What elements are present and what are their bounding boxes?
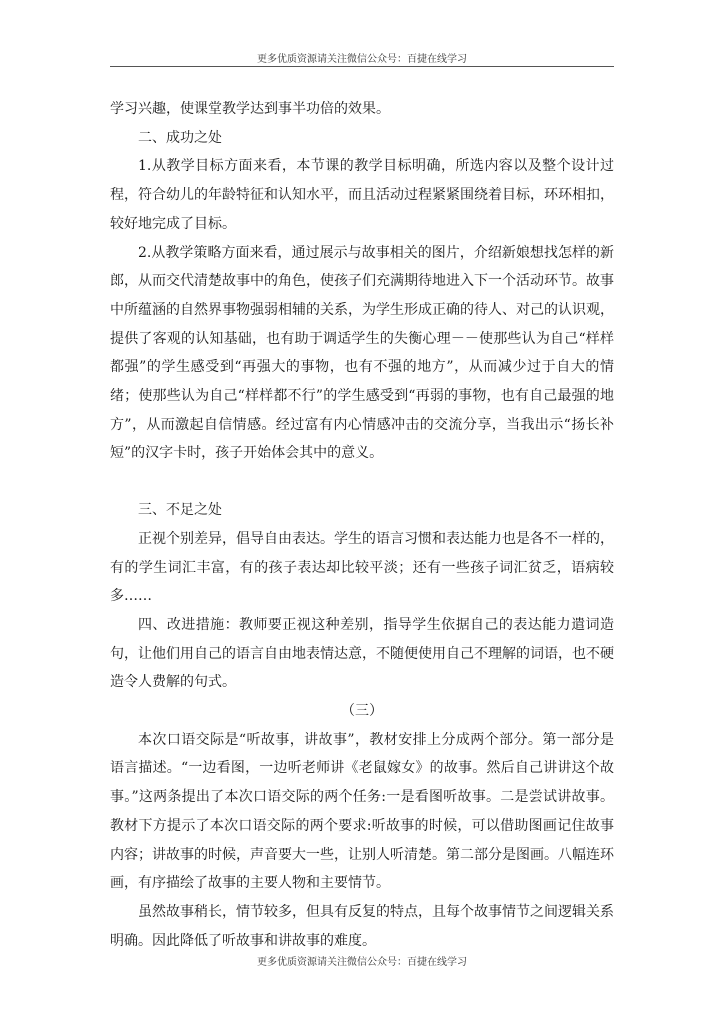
page-header: 更多优质资源请关注微信公众号：百捷在线学习 bbox=[257, 54, 467, 65]
paragraph-improvement-measures: 四、改进措施：教师要正视这种差别，指导学生依据自己的表达能力遣词造句，让他们用自己的语言自由地表情达意，不随便使用自己不理解的词语，也不硬造令人费解的句式。 bbox=[110, 616, 614, 691]
section-heading-shortcomings: 三、不足之处 bbox=[138, 502, 222, 519]
paragraph-oral-communication: 本次口语交际是“听故事，讲故事”，教材安排上分成两个部分。第一部分是语言描述。“一边看图，一边听老师讲《老鼠嫁女》的故事。然后自己讲讲这个故事。”这两条提出了本次口语交际的两个任务:一是看图听故事。二是尝试讲故事。教材下方提示了本次口语交际的两个要求:听故事的时候，可以借助图画记住故事内容；讲故事的时候，声音要大一些，让别人听清楚。第二部分是图画。八幅连环画，有序描绘了故事的主要人物和主要情节。 bbox=[110, 731, 614, 892]
paragraph-teaching-goals: 1.从教学目标方面来看，本节课的教学目标明确，所选内容以及整个设计过程，符合幼儿的年龄特征和认知水平，而且活动过程紧紧围绕着目标，环环相扣，较好地完成了目标。 bbox=[110, 158, 614, 232]
paragraph-continuation: 学习兴趣，使课堂教学达到事半功倍的效果。 bbox=[110, 101, 390, 117]
paragraph-story-difficulty: 虽然故事稍长，情节较多，但具有反复的特点，且每个故事情节之间逻辑关系明确。因此降低了听故事和讲故事的难度。 bbox=[110, 903, 614, 949]
header-rule bbox=[110, 66, 614, 67]
page-footer: 更多优质资源请关注微信公众号：百捷在线学习 bbox=[257, 957, 467, 968]
section-heading-success: 二、成功之处 bbox=[138, 129, 222, 146]
document-body bbox=[110, 95, 614, 955]
blank-line bbox=[110, 468, 614, 496]
section-number-three: （三） bbox=[341, 703, 383, 720]
paragraph-teaching-strategy: 2.从教学策略方面来看，通过展示与故事相关的图片，介绍新娘想找怎样的新郎，从而交代清楚故事中的角色，使孩子们充满期待地进入下一个活动环节。故事中所蕴涵的自然界事物强弱相辅的关系，为学生形成正确的待人、对己的认识观，提供了客观的认知基础，也有助于调适学生的失衡心理－－使那些认为自己“样样都强”的学生感受到“再强大的事物，也有不强的地方”，从而减少过于自大的情绪；使那些认为自己“样样都不行”的学生感受到“再弱的事物，也有自己最强的地方”，从而激起自信情感。经过富有内心情感冲击的交流分享，当我出示“扬长补短”的汉字卡时，孩子开始体会其中的意义。 bbox=[110, 244, 614, 462]
paragraph-individual-differences: 正视个别差异，倡导自由表达。学生的语言习惯和表达能力也是各不一样的，有的学生词汇丰富，有的孩子表达却比较平淡；还有一些孩子词汇贫乏，语病较多…… bbox=[110, 530, 614, 605]
